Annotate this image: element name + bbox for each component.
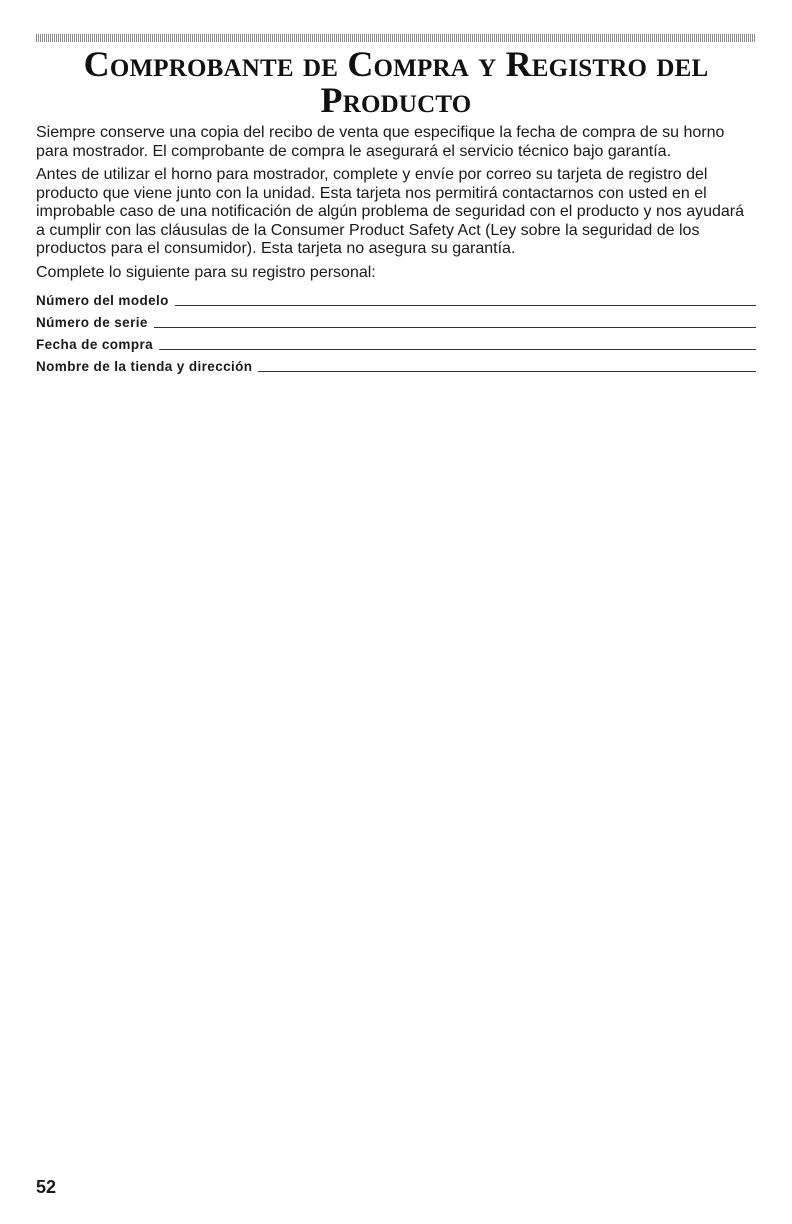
paragraph-proof-of-purchase: Siempre conserve una copia del recibo de venta que especifique la fecha de compra de su horno para mostrador. El comprobante de compra le asegurará el servicio técnico bajo garantía. [36, 124, 725, 160]
model-number-label: Número del modelo [36, 293, 169, 308]
form-row-store-name-address [36, 353, 756, 375]
purchase-date-field[interactable] [159, 348, 756, 350]
form-row-purchase-date [36, 331, 756, 353]
store-name-address-field[interactable] [258, 370, 756, 372]
header-rule [36, 34, 756, 42]
serial-number-field[interactable] [154, 326, 756, 328]
purchase-date-label: Fecha de compra [36, 337, 154, 352]
paragraph-product-registration: Antes de utilizar el horno para mostrador, complete y envíe por correo su tarjeta de registro del producto que viene junto con la unidad. Esta tarjeta nos permitirá contactarnos con usted en el improbable caso de una notificación de algún problema de seguridad con el producto y nos ayudará a cumplir con las cláusulas de la Consumer Product Safety Act (Ley sobre la seguridad de los productos para el consumidor). Esta tarjeta no asegura su garantía. [36, 166, 745, 257]
page-number: 52 [36, 1177, 57, 1197]
serial-number-label: Número de serie [36, 315, 148, 330]
paragraph-instructions: Complete lo siguiente para su registro personal: [36, 263, 376, 281]
registration-form [36, 287, 756, 375]
form-row-serial-number [36, 309, 756, 331]
form-row-model-number [36, 287, 756, 309]
store-name-address-label: Nombre de la tienda y dirección [36, 359, 253, 374]
model-number-field[interactable] [175, 304, 756, 306]
document-body [36, 124, 756, 375]
page-title: Comprobante de Compra y Registro del Producto [83, 44, 709, 120]
